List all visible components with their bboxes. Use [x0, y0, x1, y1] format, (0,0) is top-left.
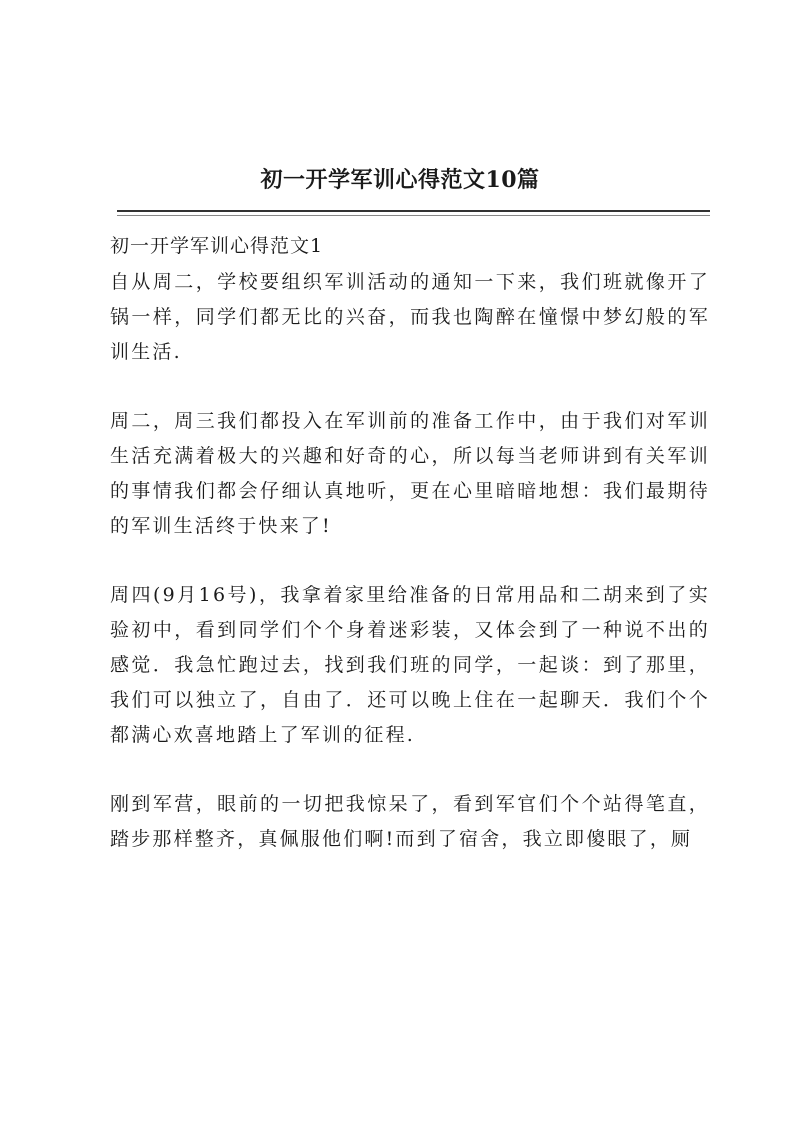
- paragraph-2: 周二，周三我们都投入在军训前的准备工作中，由于我们对军训生活充满着极大的兴趣和好奇的心，所以每当老师讲到有关军训的事情我们都会仔细认真地听，更在心里暗暗地想：我们最期待的军训生活终于快来了!: [110, 410, 710, 537]
- document-body: [110, 227, 710, 857]
- paragraph-4: 刚到军营，眼前的一切把我惊呆了，看到军官们个个站得笔直，踏步那样整齐，真佩服他们啊!而到了宿舍，我立即傻眼了，厕: [110, 793, 710, 850]
- section-heading: 初一开学军训心得范文1: [110, 235, 324, 257]
- paragraph-gap: [110, 753, 710, 787]
- paragraph-gap: [110, 544, 710, 578]
- title-divider: [117, 210, 710, 212]
- paragraph-1: 自从周二，学校要组织军训活动的通知一下来，我们班就像开了锅一样，同学们都无比的兴奋，而我也陶醉在憧憬中梦幻般的军训生活.: [110, 271, 710, 363]
- title-divider-thin: [117, 215, 710, 216]
- document-title: 初一开学军训心得范文10篇: [260, 167, 540, 193]
- paragraph-gap: [110, 370, 710, 404]
- paragraph-3: 周四(9月16号)，我拿着家里给准备的日常用品和二胡来到了实验初中，看到同学们个个身着迷彩装，又体会到了一种说不出的感觉．我急忙跑过去，找到我们班的同学，一起谈：到了那里，我们可以独立了，自由了．还可以晚上住在一起聊天．我们个个都满心欢喜地踏上了军训的征程.: [110, 584, 710, 746]
